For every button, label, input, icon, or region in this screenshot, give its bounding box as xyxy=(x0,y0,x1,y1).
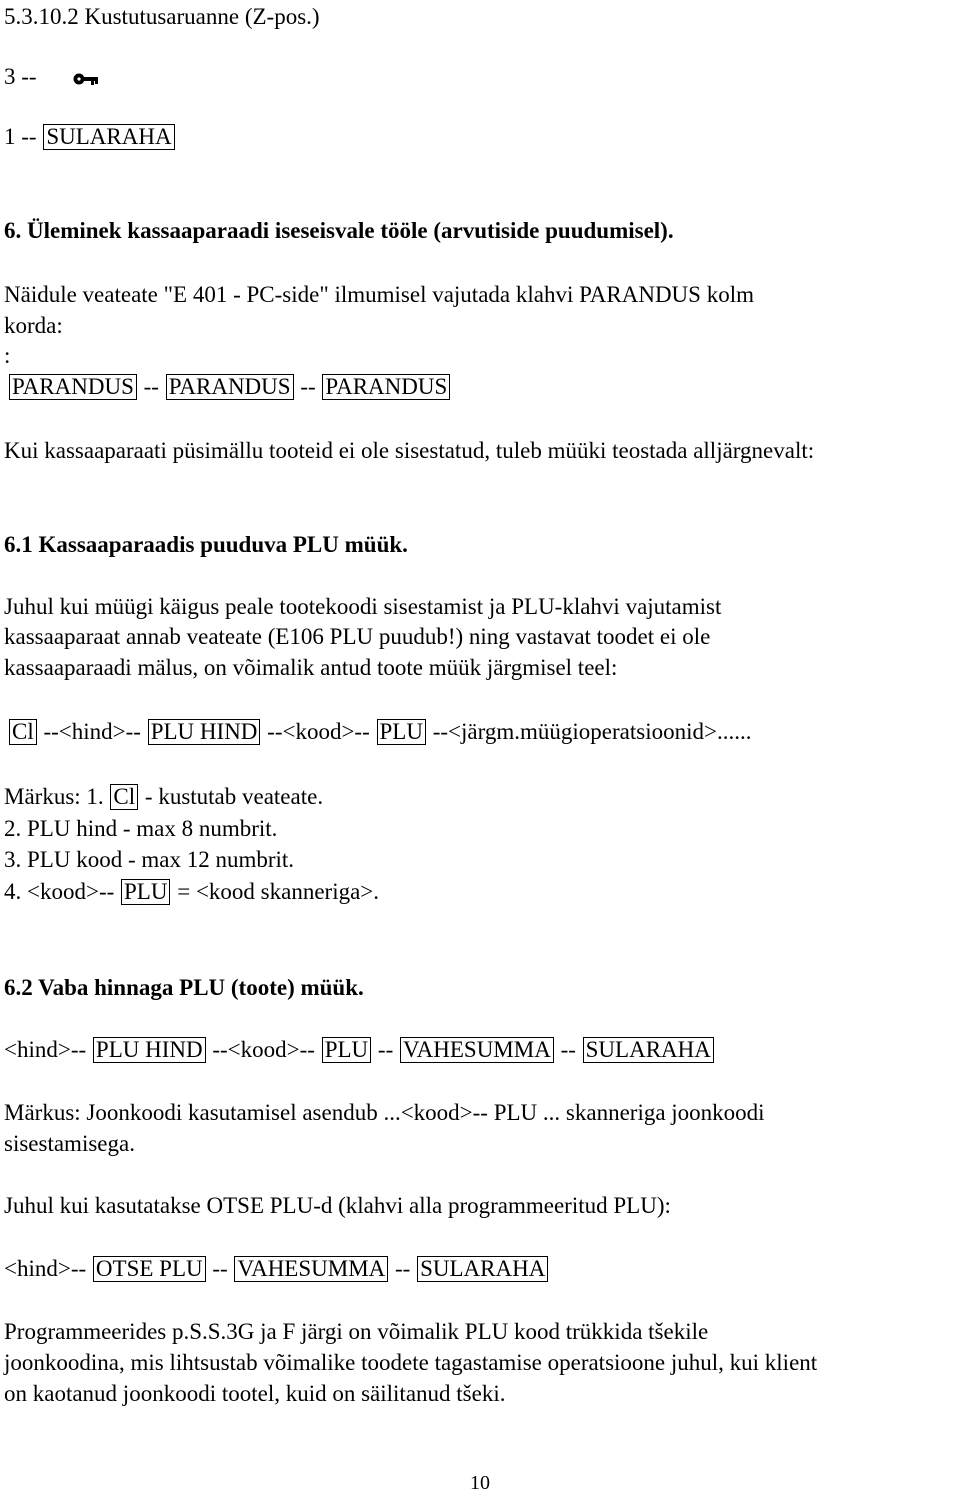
plu-key: PLU xyxy=(322,1037,371,1063)
cl-key: Cl xyxy=(9,719,37,745)
step-text: 3 -- xyxy=(4,64,37,89)
parandus-key: PARANDUS xyxy=(166,374,294,400)
note-line xyxy=(4,877,379,907)
note-text: 4. <kood>-- xyxy=(4,879,115,904)
separator: -- xyxy=(143,374,159,399)
sularaha-key: SULARAHA xyxy=(43,124,174,150)
key-sequence xyxy=(4,1254,549,1284)
paragraph: korda: xyxy=(4,313,63,338)
paragraph: Juhul kui müügi käigus peale tootekoodi sisestamist ja PLU-klahvi vajutamist xyxy=(4,594,722,619)
sequence-text: <hind>-- xyxy=(4,1256,87,1281)
subsection-heading: 6.2 Vaba hinnaga PLU (toote) müük. xyxy=(4,975,364,1000)
note-text: - kustutab veateate. xyxy=(144,784,324,809)
plu-hind-key: PLU HIND xyxy=(93,1037,206,1063)
separator: -- xyxy=(212,1256,228,1281)
step-line xyxy=(4,62,99,94)
sularaha-key: SULARAHA xyxy=(417,1256,548,1282)
paragraph: sisestamisega. xyxy=(4,1131,135,1156)
sequence-text: --<hind>-- xyxy=(43,719,141,744)
note-text: Märkus: 1. xyxy=(4,784,104,809)
plu-key: PLU xyxy=(377,719,426,745)
key-sequence xyxy=(8,372,451,402)
sequence-text: --<järgm.müügioperatsioonid>...... xyxy=(432,719,752,744)
sequence-text: --<kood>-- xyxy=(212,1037,315,1062)
sequence-text: <hind>-- xyxy=(4,1037,87,1062)
sularaha-key: SULARAHA xyxy=(583,1037,714,1063)
paragraph: Kui kassaaparaati püsimällu tooteid ei ole sisestatud, tuleb müüki teostada alljärgnevalt: xyxy=(4,438,815,463)
note-text: = <kood skanneriga>. xyxy=(177,879,380,904)
otse-plu-key: OTSE PLU xyxy=(93,1256,206,1282)
paragraph: joonkoodina, mis lihtsustab võimalike toodete tagastamise operatsioone juhul, kui klient xyxy=(4,1350,818,1375)
paragraph: Märkus: Joonkoodi kasutamisel asendub ...<kood>-- PLU ... skanneriga joonkoodi xyxy=(4,1100,765,1125)
separator: -- xyxy=(377,1037,394,1062)
page-number: 10 xyxy=(470,1472,490,1494)
paragraph: Programmeerides p.S.S.3G ja F järgi on võimalik PLU kood trükkida tšekile xyxy=(4,1319,709,1344)
chapter-heading: 6. Üleminek kassaaparaadi iseseisvale tööle (arvutiside puudumisel). xyxy=(4,218,674,243)
separator: -- xyxy=(395,1256,411,1281)
key-icon xyxy=(73,64,99,94)
step-line xyxy=(4,122,176,152)
key-sequence xyxy=(8,717,751,747)
step-text: 1 -- xyxy=(4,124,37,149)
paragraph: kassaaparaadi mälus, on võimalik antud toote müük järgmisel teel: xyxy=(4,655,618,680)
key-sequence xyxy=(4,1035,715,1065)
section-heading: 5.3.10.2 Kustutusaruanne (Z-pos.) xyxy=(4,4,320,29)
sequence-text: --<kood>-- xyxy=(267,719,370,744)
plu-key: PLU xyxy=(121,879,170,905)
parandus-key: PARANDUS xyxy=(322,374,450,400)
note-line: 2. PLU hind - max 8 numbrit. xyxy=(4,816,278,841)
subsection-heading: 6.1 Kassaaparaadis puuduva PLU müük. xyxy=(4,532,408,557)
paragraph: : xyxy=(4,343,11,368)
vahesumma-key: VAHESUMMA xyxy=(400,1037,554,1063)
paragraph: kassaaparaat annab veateate (E106 PLU puudub!) ning vastavat toodet ei ole xyxy=(4,624,711,649)
paragraph: on kaotanud joonkoodi tootel, kuid on säilitanud tšeki. xyxy=(4,1381,506,1406)
note-line: 3. PLU kood - max 12 numbrit. xyxy=(4,847,295,872)
paragraph: Juhul kui kasutatakse OTSE PLU-d (klahvi alla programmeeritud PLU): xyxy=(4,1193,671,1218)
cl-key: Cl xyxy=(110,784,138,810)
note-line xyxy=(4,782,323,812)
plu-hind-key: PLU HIND xyxy=(148,719,261,745)
separator: -- xyxy=(560,1037,576,1062)
vahesumma-key: VAHESUMMA xyxy=(234,1256,388,1282)
paragraph: Näidule veateate "E 401 - PC-side" ilmumisel vajutada klahvi PARANDUS kolm xyxy=(4,282,754,307)
separator: -- xyxy=(300,374,316,399)
parandus-key: PARANDUS xyxy=(9,374,137,400)
